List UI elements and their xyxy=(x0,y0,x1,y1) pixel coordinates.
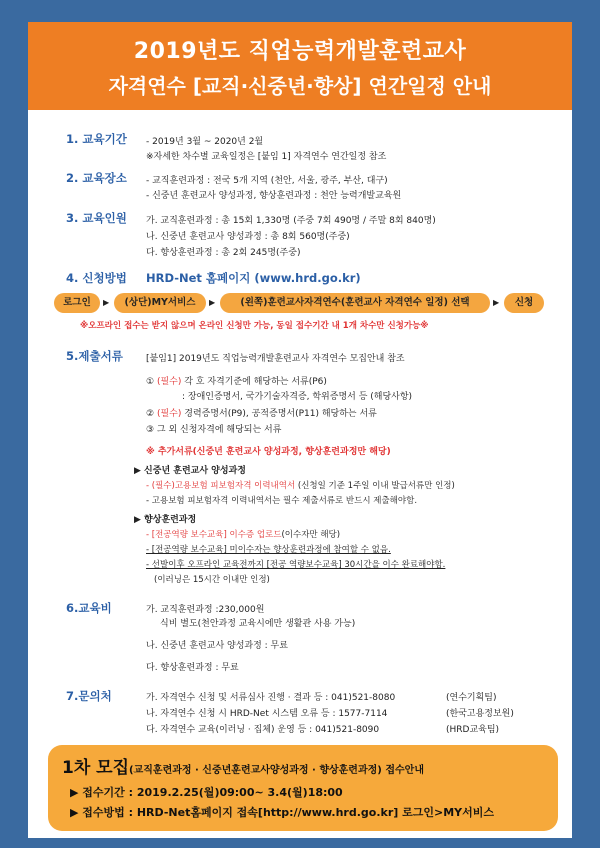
step-login: 로그인 xyxy=(54,293,100,313)
sub1-line-a xyxy=(146,479,455,491)
step-apply: 신청 xyxy=(504,293,544,313)
sub2-line-c: - 선발이후 오프라인 교육전까지 [전공 역량보수교육] 30시간을 이수 완료해야함. xyxy=(146,560,446,570)
contact-row: 가. 자격연수 신청 및 서류심사 진행 · 결과 등 : 041)521-8080 xyxy=(146,693,396,703)
arrow-icon: ▶ xyxy=(209,298,216,307)
item-number: ① xyxy=(146,377,155,387)
section-title-period: 1. 교육기간 xyxy=(66,132,127,146)
sub-title-upgrade: ▶ 향상훈련과정 xyxy=(134,515,197,525)
place-line-2: - 신중년 훈련교사 양성과정, 향상훈련과정 : 천안 능력개발교육원 xyxy=(146,191,402,201)
contact-team: (한국고용정보원) xyxy=(446,709,514,719)
recruitment-heading-end: 접수안내 xyxy=(381,765,424,776)
recruitment-heading xyxy=(62,753,424,778)
sub1-line-b: - 고용보험 피보험자격 이력내역서는 필수 제출서류로 반드시 제출해야함. xyxy=(146,496,418,506)
sub2-line-b: - [전공역량 보수교육] 미이수자는 향상훈련과정에 참여할 수 없음. xyxy=(146,545,391,555)
title-banner xyxy=(28,22,572,110)
sub2-line-d: (이러닝은 15시간 이내만 인정) xyxy=(154,575,270,585)
item-text: 경력증명서(P9), 공적증명서(P11) 해당하는 서류 xyxy=(184,409,377,419)
recruitment-period: ▶ 접수기간 : 2019.2.25(월)09:00~ 3.4(월)18:00 xyxy=(70,786,343,799)
recruitment-method[interactable]: ▶ 접수방법 : HRD-Net홈페이지 접속[http://www.hrd.go.kr] 로그인>MY서비스 xyxy=(70,806,494,819)
page-subtitle: 자격연수 [교직·신중년·향상] 연간일정 안내 xyxy=(108,74,492,98)
arrow-icon: ▶ xyxy=(103,298,110,307)
required-highlight: - (필수)고용보험 피보험자격 이력내역서 xyxy=(146,481,296,491)
contact-row: 다. 자격연수 교육(이러닝 · 집체) 운영 등 : 041)521-8090 xyxy=(146,725,380,735)
sub1-line-a-rest: (신청일 기준 1주일 이내 발급서류만 인정) xyxy=(295,481,455,491)
step-myservice: (상단)MY서비스 xyxy=(114,293,206,313)
section-title-place: 2. 교육장소 xyxy=(66,171,127,185)
document-item-3: ③ 그 외 신청자격에 해당되는 서류 xyxy=(146,425,282,435)
place-line-1: - 교직훈련과정 : 전국 5개 지역 (천안, 서울, 광주, 부산, 대구) xyxy=(146,176,388,186)
document-item-2 xyxy=(146,406,377,419)
period-note: ※자세한 차수별 교육일정은 [붙임 1] 자격연수 연간일정 참조 xyxy=(146,152,387,162)
content-card xyxy=(28,110,572,838)
period-line: - 2019년 3월 ~ 2020년 2월 xyxy=(146,137,264,147)
headcount-line-3: 다. 향상훈련과정 : 총 2회 245명(주중) xyxy=(146,248,301,258)
contact-row: 나. 자격연수 신청 시 HRD-Net 시스템 오류 등 : 1577-7114 xyxy=(146,709,388,719)
recruitment-notice-box xyxy=(48,745,558,831)
fee-line-2: 식비 별도(천안과정 교육시에만 생활관 사용 가능) xyxy=(160,619,356,629)
arrow-icon: ▶ xyxy=(493,298,500,307)
sub-title-new-middle: ▶ 신중년 훈련교사 양성과정 xyxy=(134,466,246,476)
required-highlight: - [전공역량 보수교육] 이수증 업로드 xyxy=(146,530,282,540)
apply-method-link[interactable]: HRD-Net 홈페이지 (www.hrd.go.kr) xyxy=(146,271,361,285)
documents-intro: [붙임1] 2019년도 직업능력개발훈련교사 자격연수 모집안내 참조 xyxy=(146,354,405,364)
page-title: 2019년도 직업능력개발훈련교사 xyxy=(133,39,467,64)
item-text: 각 호 자격기준에 해당하는 서류(P6) xyxy=(184,377,327,387)
step-select-course: (왼쪽)훈련교사자격연수(훈련교사 자격연수 일정) 선택 xyxy=(220,293,490,313)
fee-line-3: 나. 신중년 훈련교사 양성과정 : 무료 xyxy=(146,641,288,651)
sub2-line-a xyxy=(146,528,340,540)
extra-documents-note: ※ 추가서류(신중년 훈련교사 양성과정, 향상훈련과정만 해당) xyxy=(146,447,391,457)
fee-line-4: 다. 향상훈련과정 : 무료 xyxy=(146,663,239,673)
sub2-line-a-rest: (이수자만 해당) xyxy=(281,530,341,540)
item-number: ② xyxy=(146,409,155,419)
section-title-documents: 5.제출서류 xyxy=(66,349,123,363)
fee-line-1: 가. 교직훈련과정 :230,000원 xyxy=(146,605,265,615)
headcount-line-2: 나. 신중년 훈련교사 양성과정 : 총 8회 560명(주중) xyxy=(146,232,350,242)
recruitment-courses: (교직훈련과정 · 신중년훈련교사양성과정 · 향상훈련과정) xyxy=(129,765,382,776)
headcount-line-1: 가. 교직훈련과정 : 총 15회 1,330명 (주중 7회 490명 / 주말 8회 840명) xyxy=(146,216,436,226)
section-title-fee: 6.교육비 xyxy=(66,601,112,615)
contact-team: (HRD교육팀) xyxy=(446,725,500,735)
required-tag: (필수) xyxy=(156,409,182,419)
contact-team: (연수기획팀) xyxy=(446,693,497,703)
required-tag: (필수) xyxy=(156,377,182,387)
online-only-notice: ※오프라인 접수는 받지 않으며 온라인 신청만 가능, 동일 접수기간 내 1개 차수만 신청가능※ xyxy=(80,321,429,331)
section-title-headcount: 3. 교육인원 xyxy=(66,211,127,225)
recruitment-round: 1차 모집 xyxy=(62,758,130,778)
document-item-1 xyxy=(146,374,327,387)
document-item-1-sub: : 장애인증명서, 국가기술자격증, 학위증명서 등 (해당사항) xyxy=(182,392,413,402)
section-title-apply: 4. 신청방법 xyxy=(66,271,127,285)
section-title-contact: 7.문의처 xyxy=(66,689,112,703)
